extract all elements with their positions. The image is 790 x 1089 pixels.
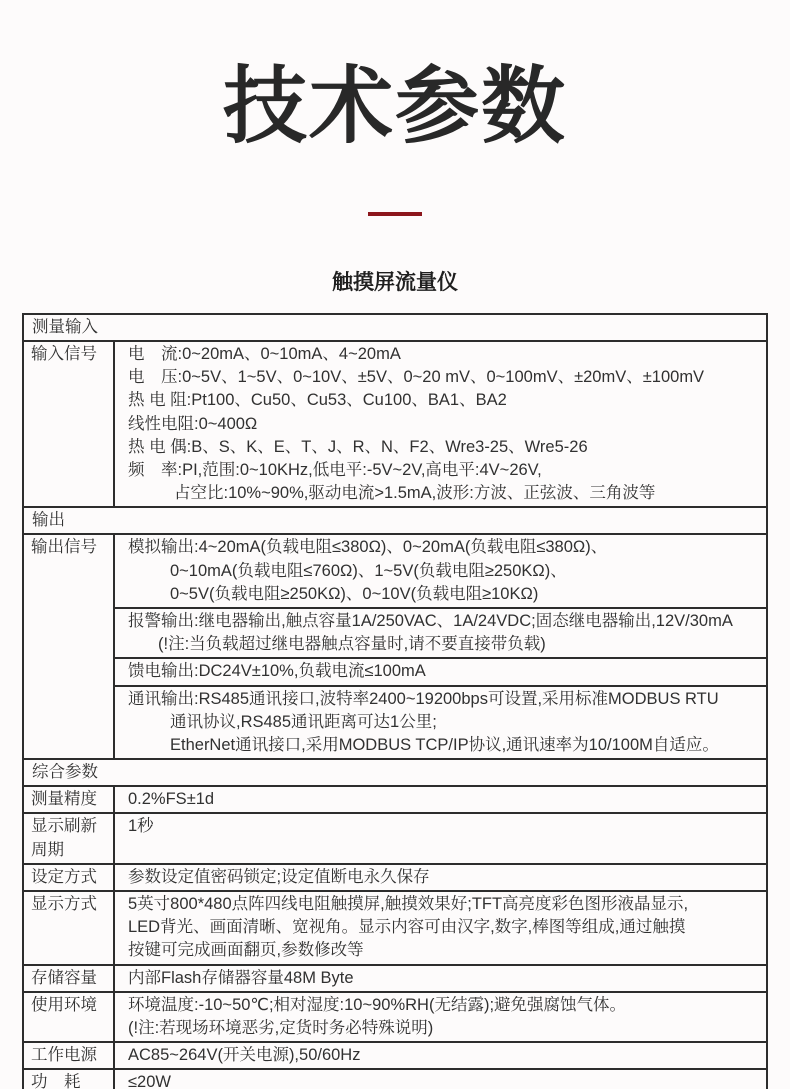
spec-line: AC85~264V(开关电源),50/60Hz <box>128 1046 361 1065</box>
table-row-display-refresh-cycle <box>24 814 766 862</box>
table-row-setting-method <box>24 865 766 890</box>
row-subcell <box>115 787 766 812</box>
row-label-operating-environment: 使用环境 <box>24 993 115 1041</box>
row-subcell <box>115 535 766 607</box>
table-row-storage-capacity <box>24 966 766 991</box>
table-row-input-signal <box>24 342 766 506</box>
row-label-measurement-accuracy: 测量精度 <box>24 787 115 812</box>
row-label-power-supply: 工作电源 <box>24 1043 115 1068</box>
spec-line: 参数设定值密码锁定;设定值断电永久保存 <box>128 867 430 886</box>
table-row-output-signal <box>24 535 766 758</box>
row-label-display-method: 显示方式 <box>24 892 115 964</box>
table-band-label-measurement-input: 测量输入 <box>32 318 98 336</box>
row-subcell <box>115 814 766 839</box>
row-label-input-signal: 输入信号 <box>24 342 115 506</box>
row-content-operating-environment <box>115 993 766 1041</box>
row-content-storage-capacity <box>115 966 766 991</box>
spec-line: 按键可完成画面翻页,参数修改等 <box>128 941 364 960</box>
spec-line: 通讯协议,RS485通讯距离可达1公里; <box>170 712 437 731</box>
table-section-operating-environment <box>24 991 766 1041</box>
table-section-output-signal <box>24 533 766 758</box>
table-section-measurement-accuracy <box>24 785 766 812</box>
spec-line: 内部Flash存储器容量48M Byte <box>128 968 354 987</box>
row-subcell <box>115 657 766 684</box>
spec-line: (!注:当负载超过继电器触点容量时,请不要直接带负载) <box>158 635 546 654</box>
table-row-operating-environment <box>24 993 766 1041</box>
spec-table <box>22 313 768 1089</box>
row-subcell <box>115 865 766 890</box>
spec-line: 热 电 阻:Pt100、Cu50、Cu53、Cu100、BA1、BA2 <box>128 391 507 410</box>
row-subcell <box>115 966 766 991</box>
spec-line: (!注:若现场环境恶劣,定货时务必特殊说明) <box>128 1019 434 1038</box>
table-section-general-parameters <box>24 758 766 785</box>
table-section-setting-method <box>24 863 766 890</box>
row-subcell <box>115 993 766 1041</box>
spec-line: 频 率:PI,范围:0~10KHz,低电平:-5V~2V,高电平:4V~26V, <box>128 461 542 480</box>
spec-line: 0~10mA(负载电阻≤760Ω)、1~5V(负载电阻≥250KΩ)、 <box>170 561 567 580</box>
spec-line: 线性电阻:0~400Ω <box>128 414 258 433</box>
spec-line: 占空比:10%~90%,驱动电流>1.5mA,波形:方波、正弦波、三角波等 <box>174 484 656 503</box>
table-section-display-method <box>24 890 766 964</box>
row-content-setting-method <box>115 865 766 890</box>
row-label-display-refresh-cycle: 显示刷新周期 <box>24 814 115 862</box>
row-content-input-signal <box>115 342 766 506</box>
row-subcell <box>115 685 766 759</box>
spec-line: 1秒 <box>128 817 154 836</box>
accent-divider <box>368 212 422 216</box>
product-subtitle: 触摸屏流量仪 <box>332 271 458 294</box>
table-row-measurement-accuracy <box>24 787 766 812</box>
table-row-display-method <box>24 892 766 964</box>
table-section-power-consumption <box>24 1068 766 1089</box>
spec-line: LED背光、画面清晰、宽视角。显示内容可由汉字,数字,棒图等组成,通过触摸 <box>128 918 686 937</box>
row-label-storage-capacity: 存储容量 <box>24 966 115 991</box>
spec-sheet-page <box>0 58 790 1089</box>
spec-line: 0~5V(负载电阻≥250KΩ)、0~10V(负载电阻≥10KΩ) <box>170 584 539 603</box>
row-content-measurement-accuracy <box>115 787 766 812</box>
spec-line: 0.2%FS±1d <box>128 790 215 809</box>
table-band-label-output: 输出 <box>32 511 65 530</box>
row-content-output-signal <box>115 535 766 758</box>
spec-line: 热 电 偶:B、S、K、E、T、J、R、N、F2、Wre3-25、Wre5-26 <box>128 437 588 456</box>
row-subcell <box>115 607 766 657</box>
spec-line: EtherNet通讯接口,采用MODBUS TCP/IP协议,通讯速率为10/100M自适应。 <box>170 736 719 755</box>
table-section-power-supply <box>24 1041 766 1068</box>
table-section-output <box>24 506 766 533</box>
row-content-display-refresh-cycle <box>115 814 766 862</box>
row-subcell <box>115 1043 766 1068</box>
spec-line: 模拟输出:4~20mA(负载电阻≤380Ω)、0~20mA(负载电阻≤380Ω)、 <box>128 538 608 557</box>
table-section-input-signal <box>24 340 766 506</box>
table-row-power-supply <box>24 1043 766 1068</box>
table-band-label-general-parameters: 综合参数 <box>32 763 98 782</box>
spec-line: 馈电输出:DC24V±10%,负载电流≤100mA <box>128 662 426 681</box>
row-content-power-consumption <box>115 1070 766 1089</box>
row-subcell <box>115 342 766 506</box>
spec-line: 电 压:0~5V、1~5V、0~10V、±5V、0~20 mV、0~100mV、±20mV、±100mV <box>128 368 705 387</box>
row-label-power-consumption: 功 耗 <box>24 1070 115 1089</box>
row-label-output-signal: 输出信号 <box>24 535 115 758</box>
spec-line: 通讯输出:RS485通讯接口,波特率2400~19200bps可设置,采用标准MODBUS RTU <box>128 689 719 708</box>
table-section-measurement-input <box>24 315 766 340</box>
spec-line: 5英寸800*480点阵四线电阻触摸屏,触摸效果好;TFT高亮度彩色图形液晶显示, <box>128 895 689 914</box>
row-content-power-supply <box>115 1043 766 1068</box>
spec-line: 报警输出:继电器输出,触点容量1A/250VAC、1A/24VDC;固态继电器输出,12V/30mA <box>128 612 733 631</box>
spec-line: ≤20W <box>128 1073 171 1089</box>
row-content-display-method <box>115 892 766 964</box>
row-subcell <box>115 1070 766 1089</box>
page-title: 技术参数 <box>222 59 567 153</box>
spec-line: 电 流:0~20mA、0~10mA、4~20mA <box>128 345 401 363</box>
table-section-display-refresh-cycle <box>24 812 766 862</box>
table-row-power-consumption <box>24 1070 766 1089</box>
table-section-storage-capacity <box>24 964 766 991</box>
spec-line: 环境温度:-10~50℃;相对湿度:10~90%RH(无结露);避免强腐蚀气体。 <box>128 995 627 1014</box>
row-label-setting-method: 设定方式 <box>24 865 115 890</box>
row-subcell <box>115 892 766 964</box>
